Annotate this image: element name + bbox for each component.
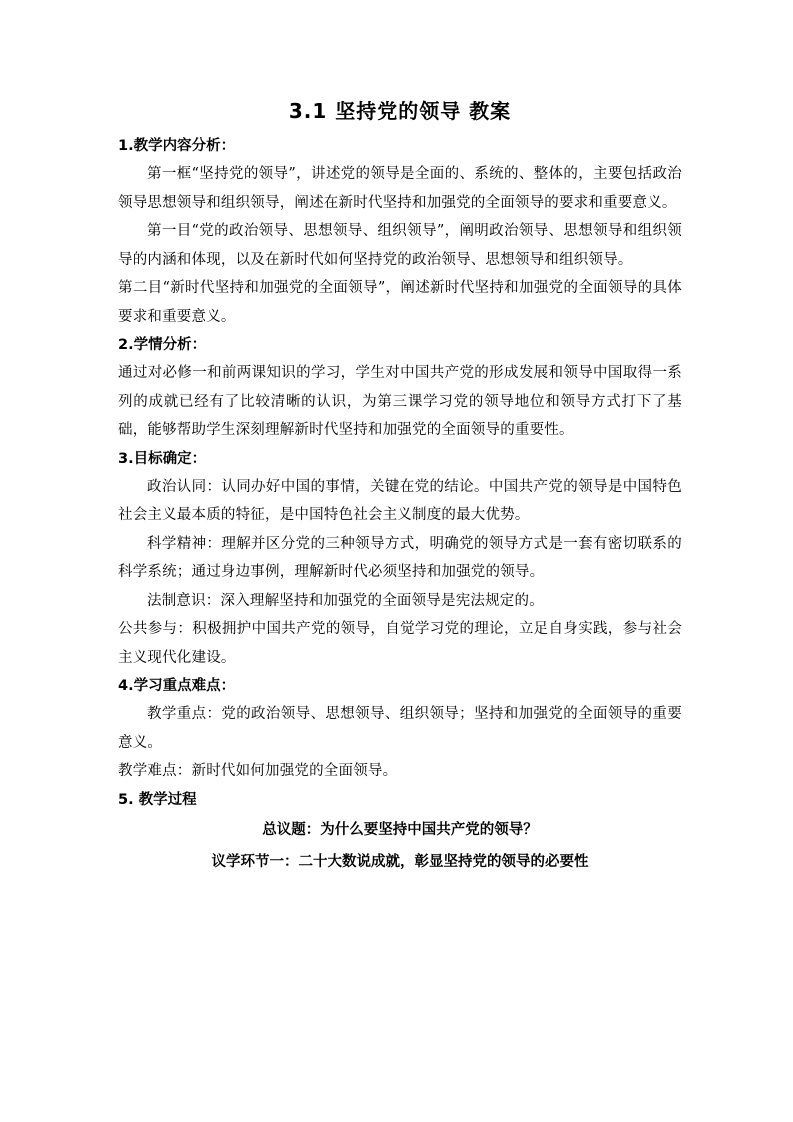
paragraph: 法制意识：深入理解坚持和加强党的全面领导是宪法规定的。 xyxy=(147,592,544,609)
paragraph: 第一框“坚持党的领导”，讲述党的领导是全面的、系统的、整体的，主要包括政治领导思想领导和组织领导，阐述在新时代坚持和加强党的全面领导的要求和重要意义。 xyxy=(118,166,682,211)
paragraph: 第一目“党的政治领导、思想领导、组织领导”，阐明政治领导、思想领导和组织领导的内涵和体现，以及在新时代如何坚持党的政治领导、思想领导和组织领导。 xyxy=(118,223,682,268)
document-title: 3.1 坚持党的领导 教案 xyxy=(288,99,512,123)
paragraph: 教学难点：新时代如何加强党的全面领导。 xyxy=(118,763,398,779)
section-heading-objectives: 3.目标确定： xyxy=(118,450,207,467)
overall-topic: 总议题：为什么要坚持中国共产党的领导？ xyxy=(262,821,538,838)
stage-one-heading: 议学环节一：二十大数说成就，彰显坚持党的领导的必要性 xyxy=(211,853,589,870)
paragraph: 第二目“新时代坚持和加强党的全面领导”，阐述新时代坚持和加强党的全面领导的具体要求和重要意义。 xyxy=(118,280,682,325)
document-body xyxy=(118,96,682,878)
paragraph: 科学精神：理解并区分党的三种领导方式，明确党的领导方式是一套有密切联系的科学系统；通过身边事例，理解新时代必须坚持和加强党的领导。 xyxy=(118,535,682,580)
section-heading-key-points: 4.学习重点难点： xyxy=(118,678,236,694)
section-heading-learner-analysis: 2.学情分析： xyxy=(118,337,207,353)
section-heading-teaching-process: 5. 教学过程 xyxy=(118,791,197,808)
paragraph: 公共参与：积极拥护中国共产党的领导，自觉学习党的理论，立足自身实践，参与社会主义现代化建设。 xyxy=(118,621,682,666)
paragraph: 通过对必修一和前两课知识的学习，学生对中国共产党的形成发展和领导中国取得一系列的成就已经有了比较清晰的认识，为第三课学习党的领导地位和领导方式打下了基础，能够帮助学生深刻理解新时代坚持和加强党的全面领导的重要性。 xyxy=(118,365,682,438)
paragraph: 教学重点：党的政治领导、思想领导、组织领导；坚持和加强党的全面领导的重要意义。 xyxy=(118,706,682,751)
section-heading-content-analysis: 1.教学内容分析： xyxy=(118,138,236,154)
paragraph: 政治认同：认同办好中国的事情，关键在党的结论。中国共产党的领导是中国特色社会主义最本质的特征，是中国特色社会主义制度的最大优势。 xyxy=(118,478,682,523)
